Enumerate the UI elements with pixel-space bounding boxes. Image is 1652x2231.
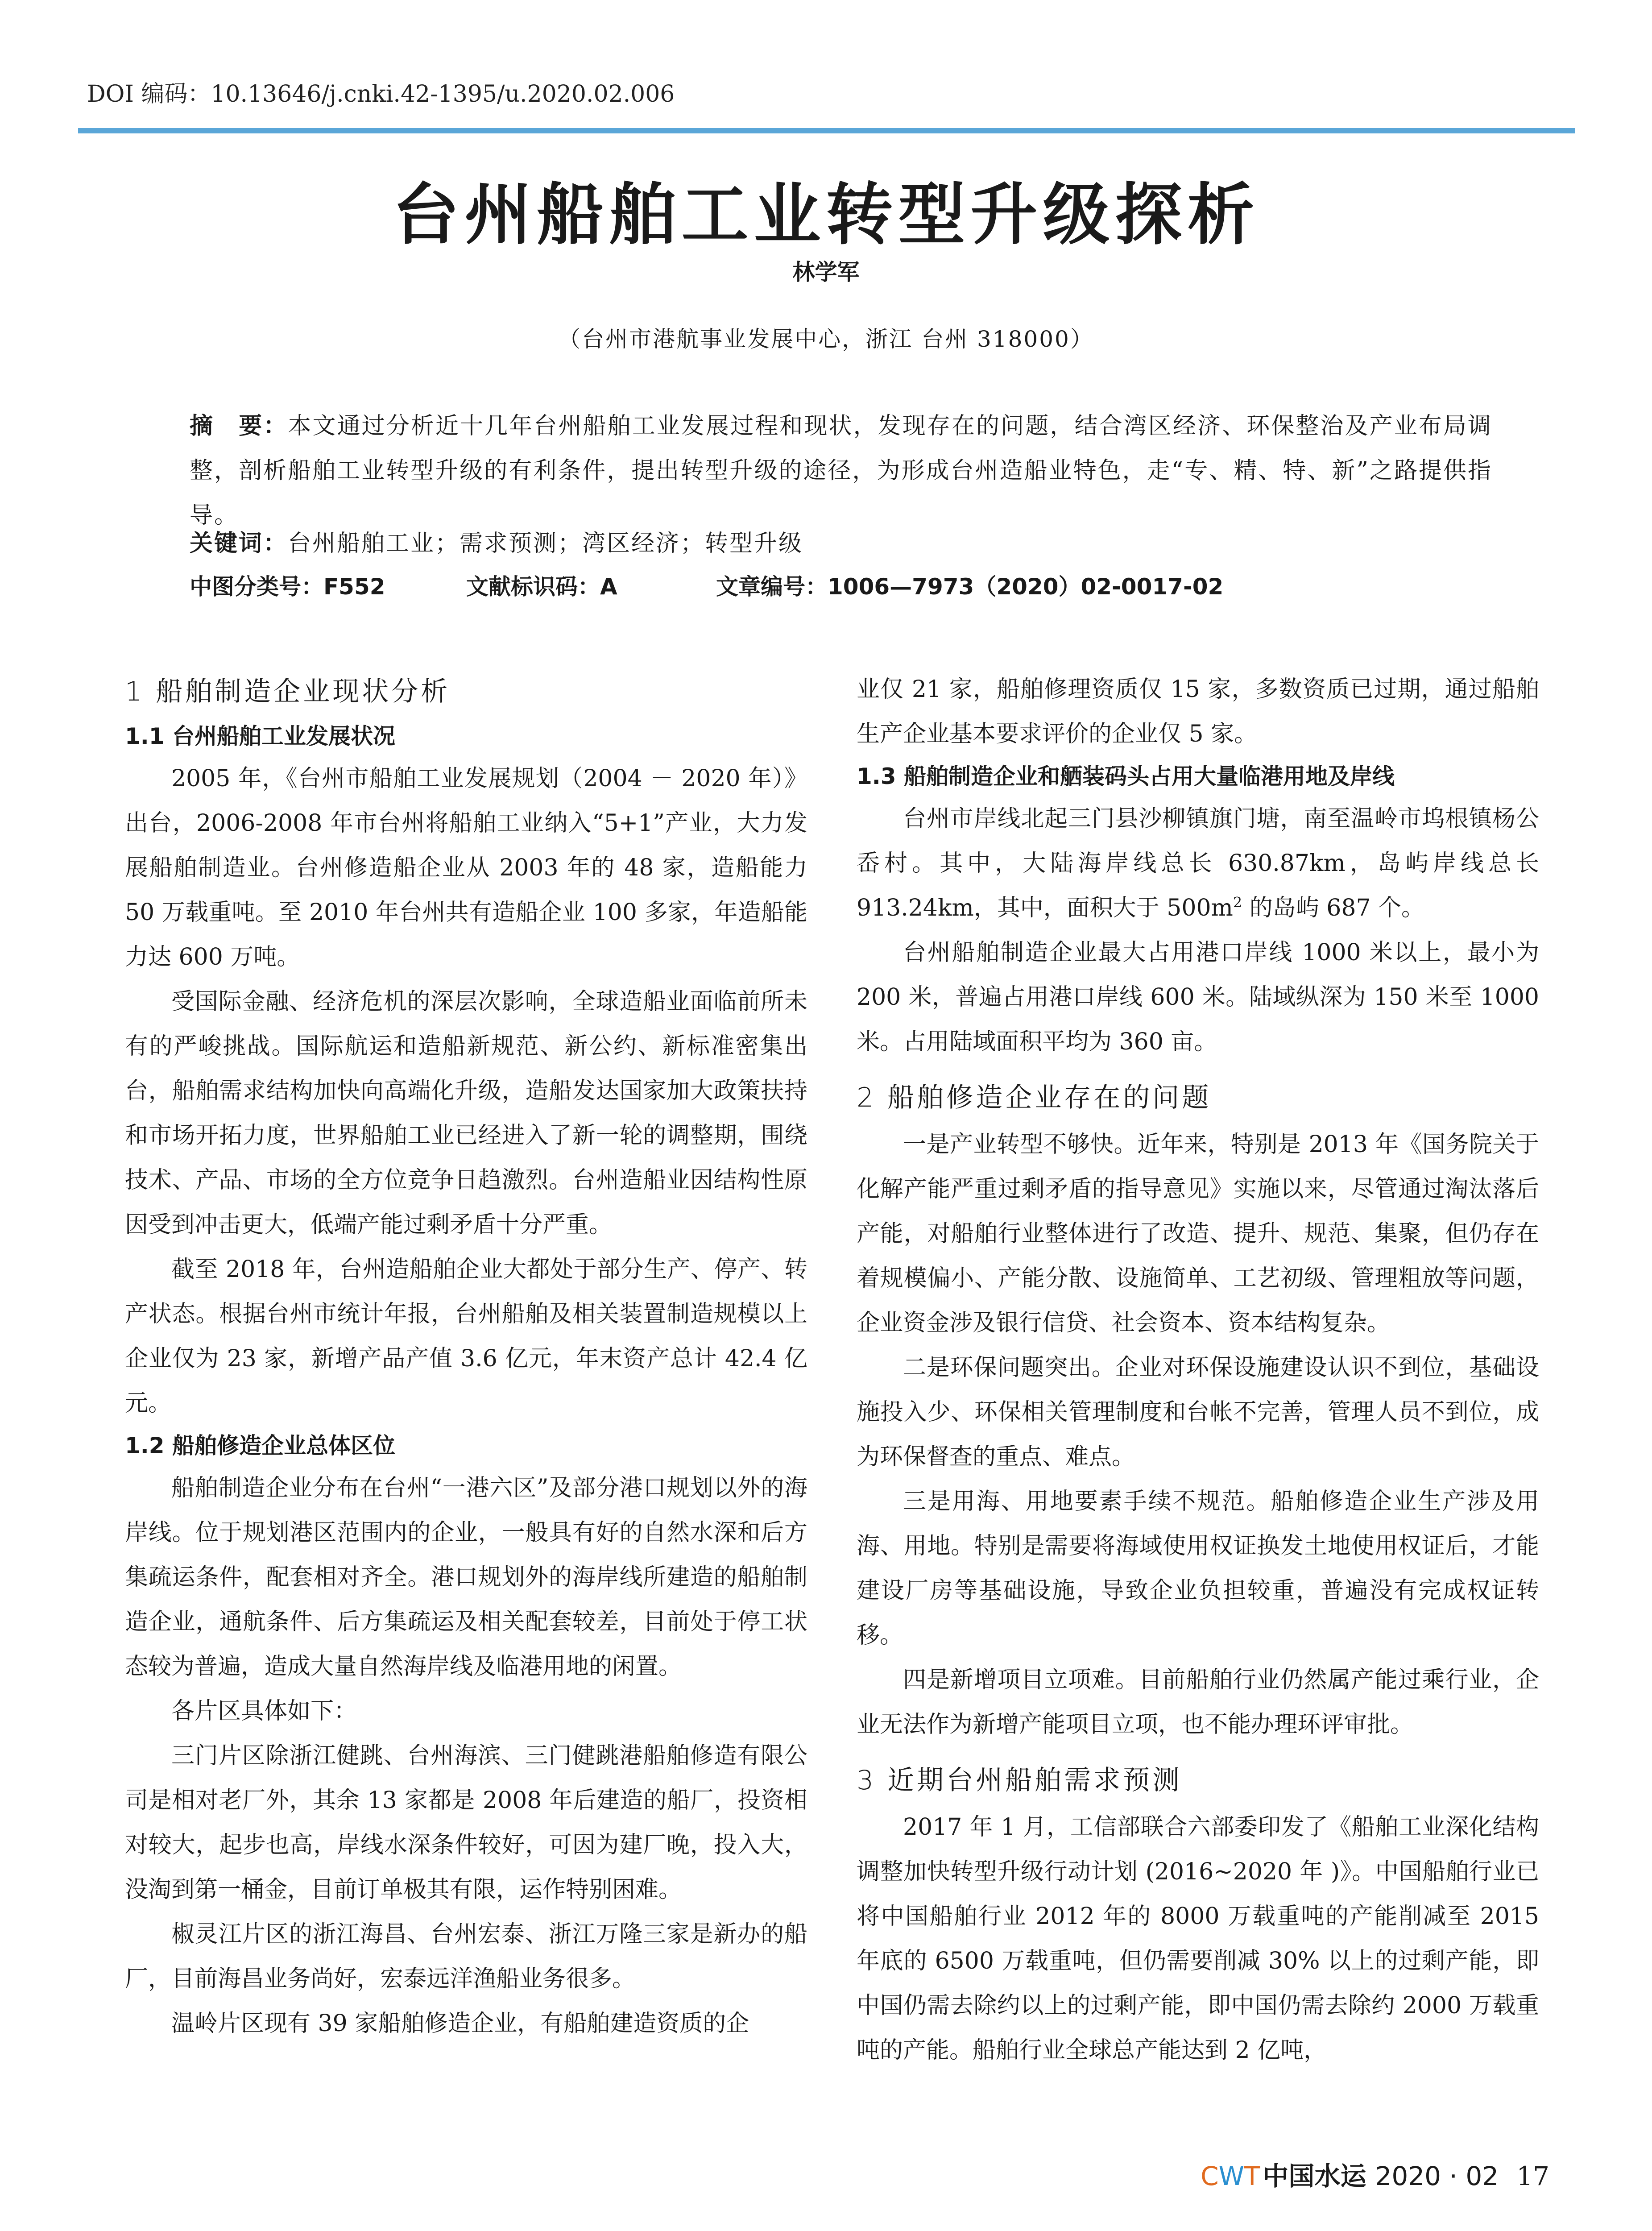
abstract	[190, 404, 1492, 538]
paragraph: 业仅 21 家，船舶修理资质仅 15 家，多数资质已过期，通过船舶生产企业基本要求评价的企业仅 5 家。	[857, 676, 1539, 747]
keywords-text: 台州船舶工业；需求预测；湾区经济；转型升级	[288, 530, 803, 557]
author-affiliation: （台州市港航事业发展中心，浙江 台州 318000）	[558, 326, 1094, 352]
paragraph: 2005 年，《台州市船舶工业发展规划（2004 － 2020 年）》出台，2006-2008 年市台州将船舶工业纳入“5+1”产业，大力发展船舶制造业。台州修造船企业从 2003 年的 48 家，造船能力 50 万载重吨。至 2010 年台州共有造船企业 100 多家，年造船能力达 600 万吨。	[125, 765, 807, 970]
paragraph: 四是新增项目立项难。目前船舶行业仍然属产能过乘行业，企业无法作为新增产能项目立项，也不能办理环评审批。	[857, 1667, 1539, 1738]
classification-line	[190, 569, 1223, 601]
journal-logo	[1201, 2161, 1260, 2191]
document-code: 文献标识码：A	[466, 574, 617, 600]
abstract-label: 摘 要：	[190, 413, 288, 440]
paragraph: 温岭片区现有 39 家船舶修造企业，有船舶建造资质的企	[171, 2010, 749, 2037]
section-heading: 1 船舶制造企业现状分析	[125, 676, 451, 707]
keywords-label: 关键词：	[190, 530, 288, 557]
journal-name: 中国水运	[1263, 2161, 1366, 2191]
paragraph: 三门片区除浙江健跳、台州海滨、三门健跳港船舶修造有限公司是相对老厂外，其余 13 家都是 2008 年后建造的船厂，投资相对较大，起步也高，岸线水深条件较好，可因为建厂晚，投入大，没淘到第一桶金，目前订单极其有限，运作特别困难。	[125, 1742, 807, 1903]
paragraph-text: 台州市岸线北起三门县沙柳镇旗门塘，南至温岭市坞根镇杨公岙村。其中，大陆海岸线总长 630.87km，岛屿岸线总长 913.24km，其中，面积大于 500m	[857, 805, 1539, 921]
paragraph: 台州船舶制造企业最大占用港口岸线 1000 米以上，最小为 200 米，普遍占用港口岸线 600 米。陆域纵深为 150 米至 1000 米。占用陆域面积平均为 360 亩。	[857, 939, 1539, 1055]
section-heading: 2 船舶修造企业存在的问题	[857, 1082, 1212, 1113]
paragraph: 2017 年 1 月，工信部联合六部委印发了《船舶工业深化结构调整加快转型升级行动计划 (2016~2020 年 )》。中国船舶行业已将中国船舶行业 2012 年的 8000 万载重吨的产能削减至 2015 年底的 6500 万载重吨，但仍需要削减 30% 以上的过剩产能，即中国仍需去除约以上的过剩产能，即中国仍需去除约 2000 万载重吨的产能。船舶行业全球总产能达到 2 亿吨，	[857, 1814, 1539, 2064]
paragraph: 船舶制造企业分布在台州“一港六区”及部分港口规划以外的海岸线。位于规划港区范围内的企业，一般具有好的自然水深和后方集疏运条件，配套相对齐全。港口规划外的海岸线所建造的船舶制造企业，通航条件、后方集疏运及相关配套较差，目前处于停工状态较为普遍，造成大量自然海岸线及临港用地的闲置。	[125, 1475, 807, 1680]
paragraph: 一是产业转型不够快。近年来，特别是 2013 年《国务院关于化解产能严重过剩矛盾的指导意见》实施以来，尽管通过淘汰落后产能，对船舶行业整体进行了改造、提升、规范、集聚，但仍存在着规模偏小、产能分散、设施简单、工艺初级、管理粗放等问题，企业资金涉及银行信贷、社会资本、资本结构复杂。	[857, 1131, 1539, 1336]
abstract-text: 本文通过分析近十几年台州船舶工业发展过程和现状，发现存在的问题，结合湾区经济、环保整治及产业布局调整，剖析船舶工业转型升级的有利条件，提出转型升级的途径，为形成台州造船业特色，走“专、精、特、新”之路提供指导。	[190, 413, 1492, 529]
clc-number: 中图分类号：F552	[190, 574, 385, 600]
superscript: 2	[1233, 894, 1242, 911]
section-heading: 3 近期台州船舶需求预测	[857, 1765, 1182, 1796]
header-rule	[78, 128, 1575, 133]
paragraph: 受国际金融、经济危机的深层次影响，全球造船业面临前所未有的严峻挑战。国际航运和造船新规范、新公约、新标准密集出台，船舶需求结构加快向高端化升级，造船发达国家加大政策扶持和市场开拓力度，世界船舶工业已经进入了新一轮的调整期，围绕技术、产品、市场的全方位竞争日趋激烈。台州造船业因结构性原因受到冲击更大，低端产能过剩矛盾十分严重。	[125, 988, 807, 1238]
article-number: 文章编号：1006—7973（2020）02-0017-02	[716, 574, 1224, 600]
left-column	[125, 667, 807, 2046]
subsection-heading: 1.3 船舶制造企业和舾装码头占用大量临港用地及岸线	[857, 763, 1395, 789]
logo-letter: T	[1244, 2161, 1260, 2191]
author-name: 林学军	[792, 259, 860, 285]
paragraph	[857, 796, 1539, 930]
page-number: 17	[1516, 2161, 1549, 2191]
page-footer	[1201, 2155, 1549, 2193]
paragraph-text: 的岛屿 687 个。	[1242, 895, 1425, 921]
subsection-heading: 1.1 台州船舶工业发展状况	[125, 723, 395, 749]
right-column	[857, 667, 1539, 2073]
issue-date: 2020 · 02	[1375, 2161, 1499, 2191]
logo-letter: C	[1201, 2161, 1219, 2191]
article-title: 台州船舶工业转型升级探析	[392, 175, 1260, 254]
logo-letter: W	[1218, 2161, 1245, 2191]
paragraph: 三是用海、用地要素手续不规范。船舶修造企业生产涉及用海、用地。特别是需要将海域使用权证换发土地使用权证后，才能建设厂房等基础设施，导致企业负担较重，普遍没有完成权证转移。	[857, 1488, 1539, 1649]
keywords	[190, 524, 803, 558]
paragraph: 截至 2018 年，台州造船舶企业大都处于部分生产、停产、转产状态。根据台州市统计年报，台州船舶及相关装置制造规模以上企业仅为 23 家，新增产品产值 3.6 亿元，年末资产总计 42.4 亿元。	[125, 1256, 807, 1417]
paragraph: 椒灵江片区的浙江海昌、台州宏泰、浙江万隆三家是新办的船厂，目前海昌业务尚好，宏泰远洋渔船业务很多。	[125, 1921, 807, 1992]
doi-line: DOI 编码：10.13646/j.cnki.42-1395/u.2020.02.006	[87, 81, 675, 108]
subsection-heading: 1.2 船舶修造企业总体区位	[125, 1433, 395, 1459]
paragraph: 二是环保问题突出。企业对环保设施建设认识不到位，基础设施投入少、环保相关管理制度和台帐不完善，管理人员不到位，成为环保督查的重点、难点。	[857, 1354, 1539, 1470]
paragraph: 各片区具体如下：	[171, 1698, 357, 1725]
